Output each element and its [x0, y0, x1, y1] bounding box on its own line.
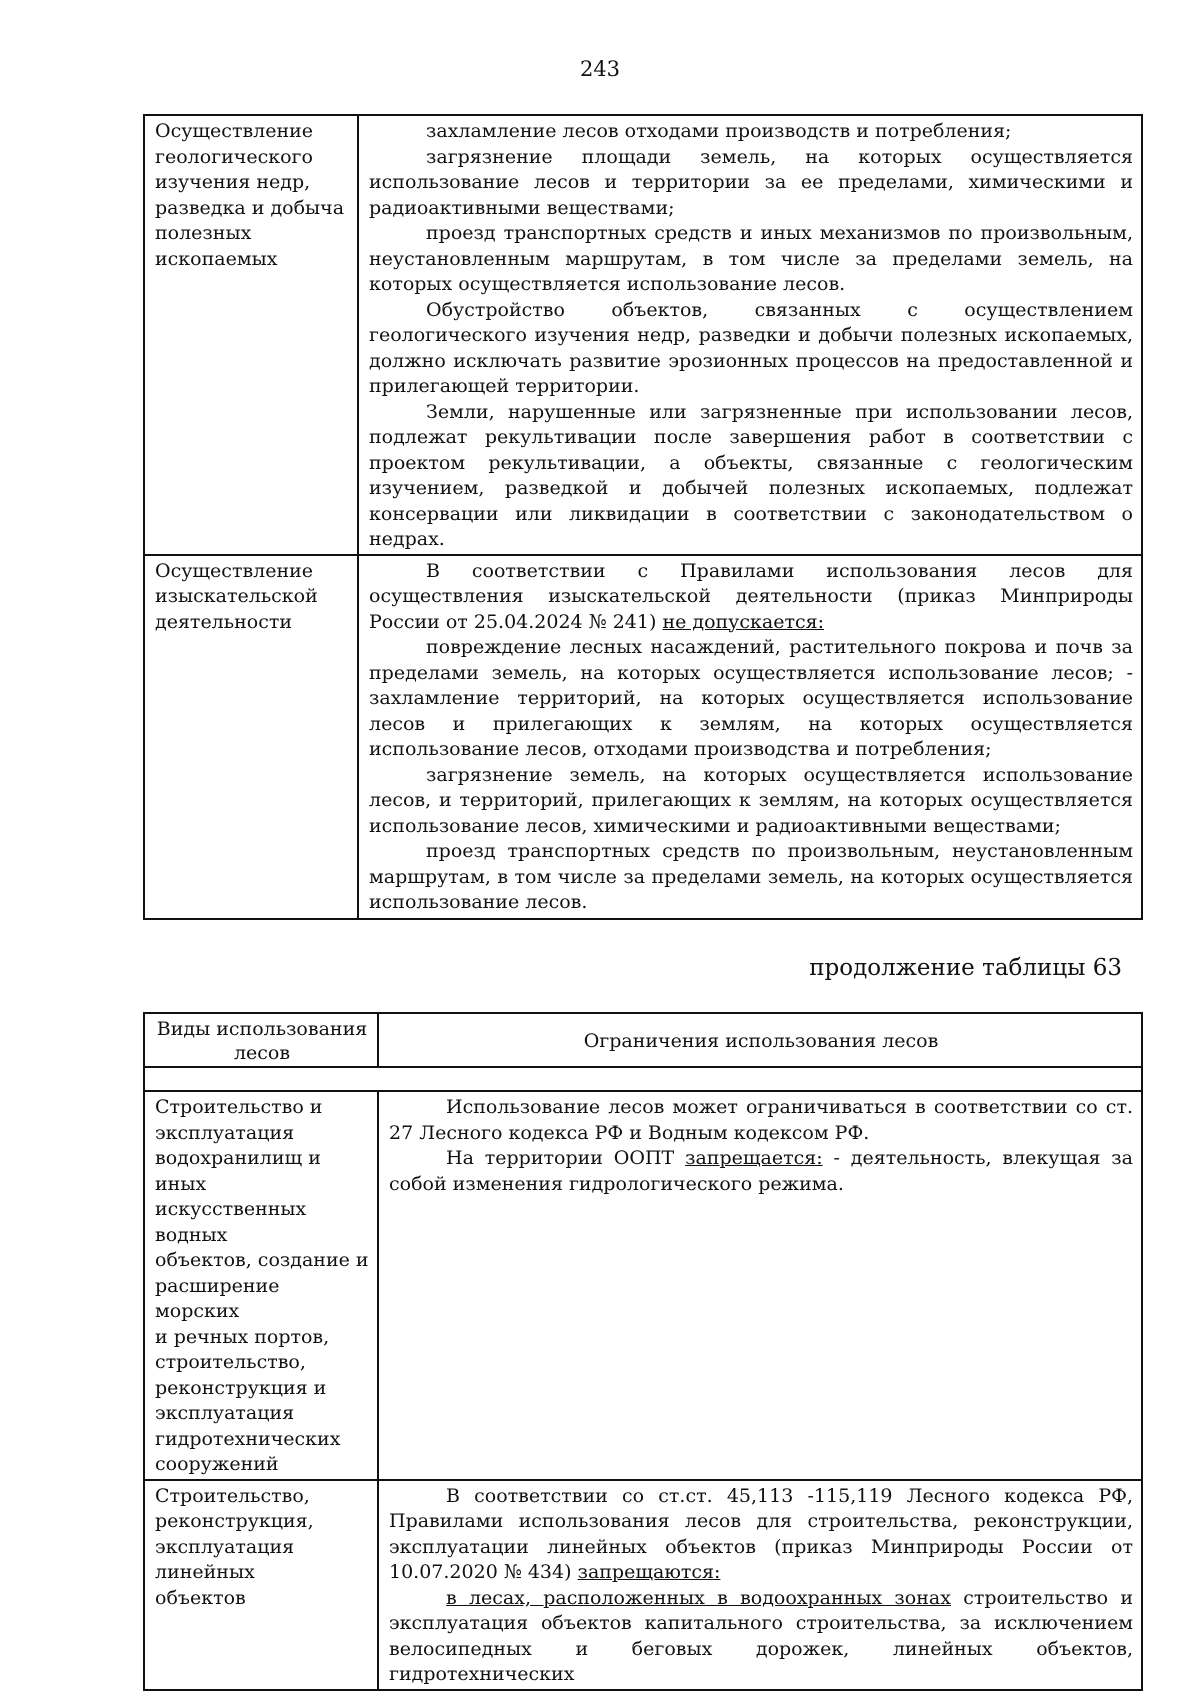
prohibited-label: запрещается: — [685, 1147, 823, 1169]
page-number: 243 — [579, 57, 621, 81]
restriction-paragraph: загрязнение площади земель, на которых осуществляется использование лесов и территории за ее пределами, химическими и радиоактивными веществами; — [369, 145, 1133, 219]
restrictions-cell — [378, 1480, 1142, 1690]
empty-cell — [144, 1067, 1142, 1091]
usage-type-cell — [144, 1480, 378, 1690]
prohibited-label: запрещаются: — [577, 1561, 721, 1583]
restriction-paragraph — [389, 1586, 1133, 1688]
restrictions-cell — [378, 1091, 1142, 1480]
table-header-row — [144, 1013, 1142, 1067]
table-row — [144, 1091, 1142, 1480]
usage-type-linear-objects: Строительство, реконструкция, эксплуатация линейных объектов — [155, 1484, 314, 1609]
restriction-text: строительство и эксплуатация объектов капитального строительства, за исключением велосипедных и беговых дорожек, линейных объектов, гидротехнических — [389, 1586, 1133, 1685]
prohibited-label: не допускается: — [662, 610, 824, 633]
restriction-paragraph — [389, 1146, 1133, 1197]
table-row — [144, 1480, 1142, 1690]
table-row — [144, 555, 1142, 919]
restriction-paragraph: проезд транспортных средств по произвольным, неустановленным маршрутам, в том числе за пределами земель, на которых осуществляется использование лесов. — [369, 840, 1133, 913]
restriction-paragraph: проезд транспортных средств и иных механизмов по произвольным, неустановленным маршрутам, в том числе за пределами земель, на которых осуществляется использование лесов. — [369, 222, 1133, 295]
usage-type-cell — [144, 555, 358, 919]
restrictions-table-bottom — [143, 1012, 1143, 1691]
restriction-paragraph: Обустройство объектов, связанных с осуществлением геологического изучения недр, разведки и добычи полезных ископаемых, должно исключать развитие эрозионных процессов на предоставленной и прилегающей территории. — [369, 298, 1133, 397]
intro-text: В соответствии с Правилами использования лесов для осуществления изыскательской деятельности (приказ Минприроды России от 25.04.2024 № 241) — [369, 559, 1133, 633]
usage-type-water-objects: Строительство и эксплуатация водохранилищ и иных искусственных водных объектов, создание и расширение морских и речных портов, строительство, реконструкция и эксплуатация гидротехнических сооружений — [155, 1096, 369, 1475]
restriction-paragraph: Земли, нарушенные или загрязненные при использовании лесов, подлежат рекультивации после завершения работ в соответствии с проектом рекультивации, а объекты, связанные с геологическим изучением, разведкой и добычей полезных ископаемых, подлежат консервации или ликвидации в соответствии с законодательством о недрах. — [369, 400, 1133, 550]
restriction-paragraph: Использование лесов может ограничиваться в соответствии со ст. 27 Лесного кодекса РФ и Водным кодексом РФ. — [389, 1096, 1133, 1144]
restriction-paragraph — [389, 1484, 1133, 1586]
water-zone-label: в лесах, расположенных в водоохранных зонах — [446, 1586, 951, 1609]
restriction-text: - деятельность, влекущая за собой изменения гидрологического режима. — [389, 1147, 1134, 1195]
restriction-intro — [369, 559, 1133, 636]
restriction-paragraph: загрязнение земель, на которых осуществляется использование лесов, и территорий, прилегающих к землям, на которых осуществляется использование лесов, химическими и радиоактивными веществами; — [369, 763, 1133, 837]
restriction-text: В соответствии со ст.ст. 45,113 -115,119 Лесного кодекса РФ, Правилами использования лесов для строительства, реконструкции, эксплуатации линейных объектов (приказ Минприроды России от 10.07.2020 № 434) — [389, 1484, 1133, 1583]
restriction-paragraph: повреждение лесных насаждений, растительного покрова и почв за пределами земель, на которых осуществляется использование лесов; - захламление территорий, на которых осуществляется использование лесов и прилегающих к землям, на которых осуществляется использование лесов, отходами производства и потребления; — [369, 636, 1133, 760]
restriction-paragraph: захламление лесов отходами производств и потребления; — [426, 120, 1012, 142]
header-usage-types: Виды использования лесов — [144, 1013, 378, 1067]
restrictions-cell — [358, 115, 1142, 555]
restriction-text: На территории ООПТ — [446, 1147, 675, 1169]
usage-type-cell — [144, 115, 358, 555]
table-continuation-label: продолжение таблицы 63 — [809, 955, 1122, 981]
usage-type-geology: Осуществление геологического изучения недр, разведка и добыча полезных ископаемых — [155, 120, 345, 270]
usage-type-cell — [144, 1091, 378, 1480]
restrictions-cell — [358, 555, 1142, 919]
usage-type-survey: Осуществление изыскательской деятельности — [155, 559, 318, 633]
restrictions-table-top — [143, 114, 1143, 920]
table-row-empty — [144, 1067, 1142, 1091]
table-row — [144, 115, 1142, 555]
header-restrictions: Ограничения использования лесов — [378, 1013, 1142, 1067]
